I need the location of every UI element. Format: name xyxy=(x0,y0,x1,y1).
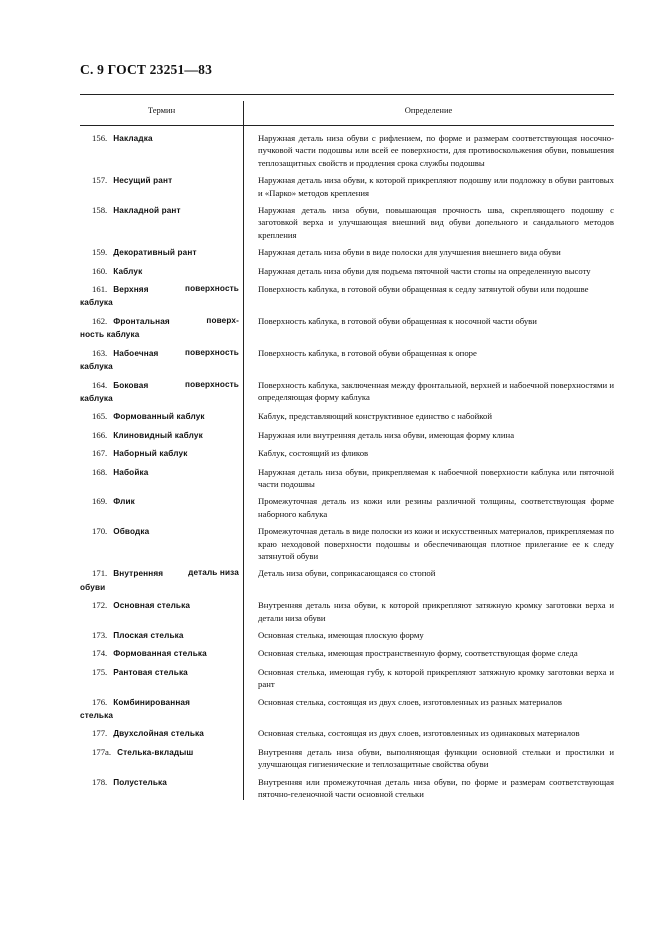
definition-cell: Основная стелька, имеющая пространственную форму, соответствующая форме следа xyxy=(258,648,578,659)
term-text-line-1: Внутренняя xyxy=(113,569,164,579)
term-text-line-2: каблука xyxy=(80,393,113,403)
term-cell xyxy=(80,447,243,460)
term-line-1 xyxy=(80,567,239,580)
term-head xyxy=(80,696,190,709)
table-row xyxy=(80,347,614,374)
term-line xyxy=(80,647,239,660)
term-line xyxy=(80,246,239,259)
term-cell xyxy=(80,746,243,771)
term-number: 160. xyxy=(92,265,108,276)
term-cell xyxy=(80,495,243,520)
definition-cell: Поверхность каблука, в готовой обуви обращенная к носочной части обуви xyxy=(258,315,537,326)
term-text-line-1: Верхняя xyxy=(113,285,149,295)
term-line-1 xyxy=(80,347,239,360)
definition-cell: Наружная деталь низа обуви, прикрепляемая к набоечной поверхности каблука или пяточной части подошвы xyxy=(258,466,614,489)
term-text-line-1-rest: поверхность xyxy=(185,284,239,294)
term-cell xyxy=(80,347,243,374)
term-number: 159. xyxy=(92,247,108,258)
definition-cell: Промежуточная деталь из кожи или резины различной толщины, соответствующая форме наборного каблука xyxy=(258,496,614,519)
term-text: Обводка xyxy=(113,527,150,537)
table-row xyxy=(80,525,614,562)
term-number: 165. xyxy=(92,411,108,422)
table-row xyxy=(80,647,614,660)
term-cell xyxy=(80,466,243,491)
term-text-line-1-rest: деталь низа xyxy=(188,568,239,578)
term-cell xyxy=(80,174,243,199)
term-cell xyxy=(80,246,243,259)
definition-cell: Наружная деталь низа обуви в виде полоски для улучшения внешнего вида обуви xyxy=(258,247,561,258)
term-number: 156. xyxy=(92,133,108,143)
definition-cell: Каблук, состоящий из фликов xyxy=(258,448,369,459)
term-cell xyxy=(80,132,243,169)
term-line-2 xyxy=(80,392,239,405)
term-line xyxy=(80,746,239,759)
term-cell xyxy=(80,567,243,594)
table-row xyxy=(80,265,614,278)
table-row xyxy=(80,495,614,520)
term-text: Набойка xyxy=(113,467,149,477)
term-cell xyxy=(80,629,243,642)
term-cell xyxy=(80,429,243,442)
term-text: Плоская стелька xyxy=(113,631,184,640)
term-number: 172. xyxy=(92,600,108,611)
term-text-line-2: ность каблука xyxy=(80,330,140,340)
term-cell xyxy=(80,379,243,406)
term-number: 177а. xyxy=(92,746,112,757)
term-number: 176. xyxy=(92,696,108,707)
table-row xyxy=(80,567,614,594)
term-line xyxy=(80,629,239,642)
column-header-term: Термин xyxy=(147,105,176,115)
term-text: Декоративный рант xyxy=(113,248,197,258)
term-line xyxy=(80,727,239,740)
term-number: 169. xyxy=(92,496,108,507)
term-number: 164. xyxy=(92,379,108,390)
term-text: Каблук xyxy=(113,266,143,276)
term-cell xyxy=(80,727,243,740)
term-cell xyxy=(80,666,243,691)
term-cell xyxy=(80,265,243,278)
term-line-1 xyxy=(80,379,239,392)
term-line xyxy=(80,204,239,217)
term-number: 168. xyxy=(92,466,108,477)
term-line xyxy=(80,132,239,145)
term-line-2 xyxy=(80,360,239,373)
term-cell xyxy=(80,410,243,423)
term-number: 174. xyxy=(92,648,108,659)
term-number: 167. xyxy=(92,448,108,459)
term-text: Основная стелька xyxy=(113,601,191,611)
table-row xyxy=(80,727,614,740)
term-text: Накладка xyxy=(113,134,153,143)
term-line xyxy=(80,447,239,460)
term-text: Наборный каблук xyxy=(113,449,188,459)
term-line xyxy=(80,466,239,479)
term-text-line-1: Боковая xyxy=(113,380,149,390)
term-cell xyxy=(80,204,243,241)
term-text: Формованный каблук xyxy=(113,412,205,422)
term-cell xyxy=(80,283,243,310)
term-text-line-2: каблука xyxy=(80,298,113,308)
term-cell xyxy=(80,599,243,624)
term-head xyxy=(80,567,163,580)
definition-cell: Основная стелька, состоящая из двух слоев, изготовленных из одинаковых материалов xyxy=(258,728,580,739)
term-line-2 xyxy=(80,709,239,722)
term-text: Накладной рант xyxy=(113,206,181,216)
term-text-line-1-rest: поверх- xyxy=(206,315,239,325)
term-text: Рантовая стелька xyxy=(113,667,188,677)
term-line xyxy=(80,599,239,612)
definition-cell: Внутренняя деталь низа обуви, к которой прикрепляют затяжную кромку заготовки верха и детали низа обуви xyxy=(258,600,614,623)
term-head xyxy=(80,283,149,296)
definition-cell: Внутренняя или промежуточная деталь низа обуви, по форме и размерам соответствующая пяточно-геленочной части основной стельки xyxy=(258,776,614,800)
term-text-line-1: Набоечная xyxy=(113,348,159,358)
table-row xyxy=(80,410,614,423)
term-line xyxy=(80,525,239,538)
term-cell xyxy=(80,696,243,723)
definition-cell: Наружная деталь низа обуви с рифлением, по форме и размерам соответствующая носочно-пучковой части подошвы или всей ее поверхности, для противоскольжения обуви, повышения теплозащитных свойств и продления срока службы подошвы xyxy=(258,133,614,168)
term-text: Двухслойная стелька xyxy=(113,729,204,739)
table-row xyxy=(80,666,614,691)
table-row xyxy=(80,132,614,169)
table-row xyxy=(80,629,614,642)
term-number: 178. xyxy=(92,776,108,787)
term-text-line-1-rest: поверхность xyxy=(185,347,239,357)
term-line-1 xyxy=(80,315,239,328)
term-number: 170. xyxy=(92,526,108,537)
term-line-2 xyxy=(80,581,239,594)
term-line-1 xyxy=(80,696,239,709)
definition-cell: Промежуточная деталь в виде полоски из кожи и искусственных материалов, прикрепляемая по краю неходовой поверхности подошвы и обеспечивающая плотное прилегание ее к следу затянутой обуви xyxy=(258,526,615,561)
term-text: Стелька-вкладыш xyxy=(117,747,194,757)
term-line-2 xyxy=(80,296,239,309)
definition-cell: Наружная деталь низа обуви для подъема пяточной части стопы на определенную высоту xyxy=(258,265,591,276)
definition-cell: Деталь низа обуви, соприкасающаяся со стопой xyxy=(258,568,436,579)
term-number: 175. xyxy=(92,666,108,677)
term-number: 161. xyxy=(92,284,108,295)
table-body xyxy=(80,132,614,800)
term-head xyxy=(80,379,148,392)
term-text: Несущий рант xyxy=(113,176,173,186)
term-text-line-2: каблука xyxy=(80,362,113,372)
terms-table xyxy=(80,94,614,800)
definition-cell: Поверхность каблука, заключенная между фронтальной, верхней и набоечной поверхностями и определяющая форму каблука xyxy=(258,379,614,402)
definition-cell: Наружная деталь низа обуви, повышающая прочность шва, скрепляющего подошву с заготовкой верха и улучшающая внешний вид обуви допельного и сандального методов крепления xyxy=(258,205,614,240)
term-number: 177. xyxy=(92,728,108,739)
term-number: 166. xyxy=(92,429,108,440)
term-head xyxy=(80,315,170,328)
term-text-line-1: Комбинированная xyxy=(113,697,191,707)
table-row xyxy=(80,696,614,723)
term-cell xyxy=(80,315,243,342)
term-text: Полустелька xyxy=(113,777,167,787)
term-line-1 xyxy=(80,283,239,296)
table-row xyxy=(80,315,614,342)
term-head xyxy=(80,347,158,360)
definition-cell: Основная стелька, имеющая плоскую форму xyxy=(258,630,424,640)
term-line xyxy=(80,776,239,789)
definition-cell: Внутренняя деталь низа обуви, выполняющая функции основной стельки и простилки и улучшающая гигиенические и теплозащитные свойства обуви xyxy=(258,746,614,770)
term-cell xyxy=(80,647,243,660)
table-row xyxy=(80,447,614,460)
term-line-2 xyxy=(80,328,239,341)
table-header xyxy=(80,95,614,126)
table-row xyxy=(80,204,614,241)
term-number: 173. xyxy=(92,630,108,640)
term-line xyxy=(80,666,239,679)
term-text: Флик xyxy=(113,497,135,507)
term-line xyxy=(80,265,239,278)
column-divider xyxy=(243,101,244,800)
term-number: 157. xyxy=(92,175,108,186)
term-text-line-2: обуви xyxy=(80,582,106,592)
page-header: С. 9 ГОСТ 23251—83 xyxy=(80,62,213,77)
term-text-line-1-rest: поверхность xyxy=(185,379,239,389)
table-row xyxy=(80,429,614,442)
definition-cell: Поверхность каблука, в готовой обуви обращенная к седлу затянутой обуви или подошве xyxy=(258,284,589,295)
definition-cell: Каблук, представляющий конструктивное единство с набойкой xyxy=(258,411,492,422)
term-cell xyxy=(80,525,243,562)
term-number: 162. xyxy=(92,315,108,326)
definition-cell: Наружная или внутренняя деталь низа обуви, имеющая форму клина xyxy=(258,429,515,440)
term-line xyxy=(80,429,239,442)
definition-cell: Наружная деталь низа обуви, к которой прикрепляют подошву или подложку в обуви рантовых и «Парко» методов крепления xyxy=(258,175,614,198)
term-text-line-1: Фронтальная xyxy=(113,316,170,326)
definition-cell: Основная стелька, имеющая губу, к которой прикрепляют затяжную кромку заготовки верха и рант xyxy=(258,666,614,690)
table-row xyxy=(80,246,614,259)
term-text: Клиновидный каблук xyxy=(113,430,203,440)
table-row xyxy=(80,599,614,624)
term-number: 158. xyxy=(92,205,108,216)
table-row xyxy=(80,746,614,771)
term-line xyxy=(80,495,239,508)
term-line xyxy=(80,410,239,423)
table-row xyxy=(80,283,614,310)
definition-cell: Основная стелька, состоящая из двух слоев, изготовленных из разных материалов xyxy=(258,696,562,707)
table-row xyxy=(80,174,614,199)
term-number: 171. xyxy=(92,568,108,579)
table-row xyxy=(80,776,614,801)
definition-cell: Поверхность каблука, в готовой обуви обращенная к опоре xyxy=(258,347,477,358)
column-header-definition: Определение xyxy=(404,105,453,115)
term-line xyxy=(80,174,239,187)
table-row xyxy=(80,379,614,406)
term-cell xyxy=(80,776,243,801)
term-number: 163. xyxy=(92,347,108,358)
term-text-line-2: стелька xyxy=(80,711,114,721)
table-row xyxy=(80,466,614,491)
term-text: Формованная стелька xyxy=(113,649,207,659)
